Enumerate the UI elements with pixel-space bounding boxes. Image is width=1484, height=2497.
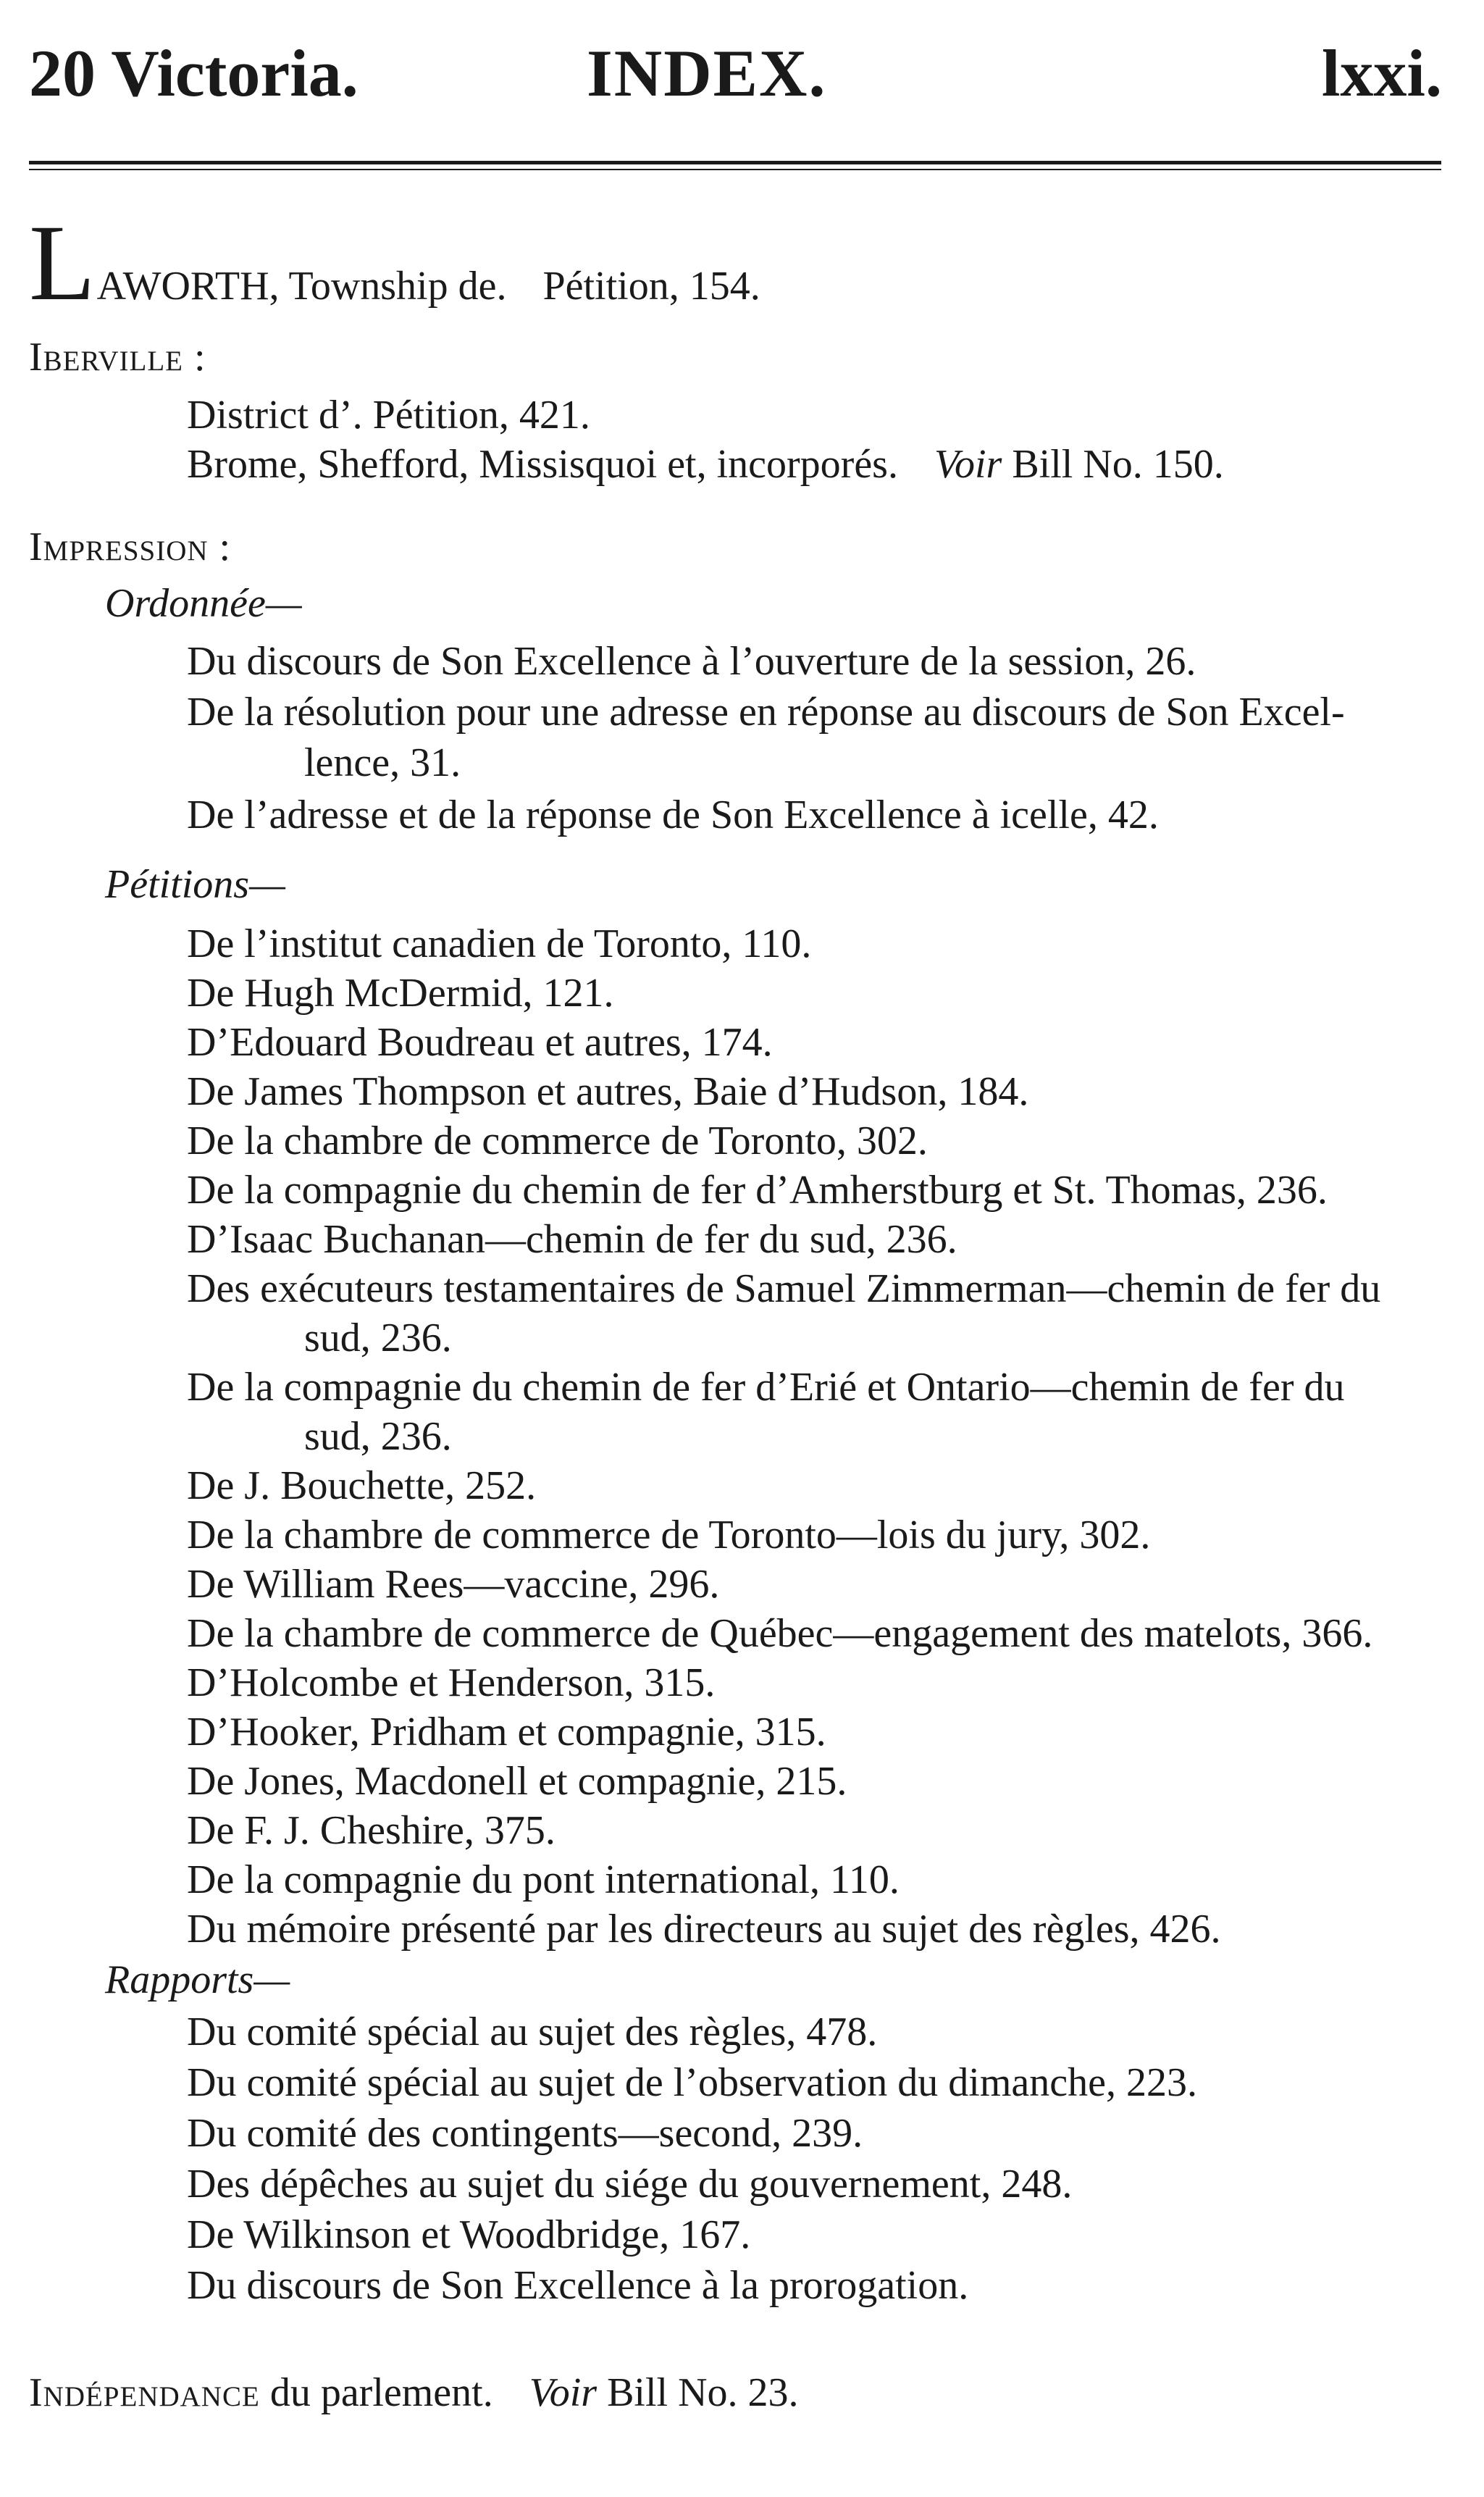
ordonnee-item: De l’adresse et de la réponse de Son Excellence à icelle, 42. (187, 792, 1159, 837)
header-rule (29, 161, 1441, 164)
rapport-item: Du discours de Son Excellence à la prorogation. (187, 2263, 969, 2308)
petition-item: De la compagnie du chemin de fer d’Erié et Ontario—chemin de fer du (187, 1365, 1345, 1410)
entry-independance-text: du parlement. (269, 2370, 493, 2415)
running-head-title: INDEX. (587, 36, 827, 110)
running-head-left: 20 Victoria. (29, 36, 359, 110)
voir-label: Voir (934, 442, 1002, 487)
petition-item: D’Edouard Boudreau et autres, 174. (187, 1020, 773, 1065)
subheading-petitions: Pétitions— (105, 862, 285, 907)
entry-impression-heading: Impression : (29, 524, 232, 569)
drop-cap: L (29, 203, 96, 323)
entry-iberville-item (187, 444, 1224, 485)
entry-laworth-name: AWORTH, Township de. (96, 264, 507, 309)
rapport-item: De Wilkinson et Woodbridge, 167. (187, 2212, 751, 2257)
subheading-rapports: Rapports— (105, 1957, 290, 2002)
entry-independance-heading: Indépendance (29, 2370, 260, 2415)
ordonnee-item: De la résolution pour une adresse en réponse au discours de Son Excel- (187, 690, 1345, 735)
petition-item: De l’institut canadien de Toronto, 110. (187, 921, 812, 966)
petition-item: Des exécuteurs testamentaires de Samuel Zimmerman—chemin de fer du (187, 1266, 1381, 1311)
voir-reference: Bill No. 23. (607, 2370, 799, 2415)
entry-iberville-item: District d’. Pétition, 421. (187, 393, 590, 438)
entry-laworth-petition: Pétition, 154. (542, 264, 760, 309)
entry-independance (29, 2372, 799, 2413)
petition-item: D’Isaac Buchanan—chemin de fer du sud, 236. (187, 1217, 957, 1262)
petition-item: De F. J. Cheshire, 375. (187, 1808, 556, 1853)
ordonnee-item: Du discours de Son Excellence à l’ouverture de la session, 26. (187, 639, 1196, 684)
petition-item: De la compagnie du chemin de fer d’Amherstburg et St. Thomas, 236. (187, 1168, 1328, 1213)
petition-item: De la chambre de commerce de Toronto, 302. (187, 1118, 928, 1163)
petition-item-continued: sud, 236. (304, 1316, 452, 1360)
rapport-item: Des dépêches au sujet du siége du gouvernement, 248. (187, 2162, 1073, 2207)
petition-item: Du mémoire présenté par les directeurs au sujet des règles, 426. (187, 1907, 1221, 1952)
petition-item: De James Thompson et autres, Baie d’Hudson, 184. (187, 1069, 1029, 1114)
entry-laworth (29, 203, 760, 323)
petition-item: D’Holcombe et Henderson, 315. (187, 1660, 716, 1705)
ordonnee-item-continued: lence, 31. (304, 740, 461, 785)
rapport-item: Du comité spécial au sujet de l’observation du dimanche, 223. (187, 2060, 1197, 2105)
page-number: lxxi. (1321, 36, 1442, 110)
petition-item: D’Hooker, Pridham et compagnie, 315. (187, 1710, 826, 1754)
petition-item: De la compagnie du pont international, 110. (187, 1857, 900, 1902)
entry-iberville-heading: Iberville : (29, 335, 206, 380)
petition-item: De Jones, Macdonell et compagnie, 215. (187, 1759, 847, 1804)
petition-item: De la chambre de commerce de Toronto—lois du jury, 302. (187, 1513, 1151, 1557)
voir-reference: Bill No. 150. (1012, 442, 1224, 487)
voir-label: Voir (529, 2370, 598, 2415)
petition-item-continued: sud, 236. (304, 1414, 452, 1459)
rapport-item: Du comité spécial au sujet des règles, 478. (187, 2009, 878, 2054)
subheading-ordonnee: Ordonnée— (105, 581, 302, 626)
petition-item: De J. Bouchette, 252. (187, 1463, 537, 1508)
rapport-item: Du comité des contingents—second, 239. (187, 2111, 863, 2156)
petition-item: De Hugh McDermid, 121. (187, 971, 614, 1016)
entry-iberville-item-text: Brome, Shefford, Missisquoi et, incorporés. (187, 442, 898, 487)
petition-item: De la chambre de commerce de Québec—engagement des matelots, 366. (187, 1611, 1373, 1656)
petition-item: De William Rees—vaccine, 296. (187, 1562, 720, 1607)
header-rule-thin (29, 169, 1441, 170)
